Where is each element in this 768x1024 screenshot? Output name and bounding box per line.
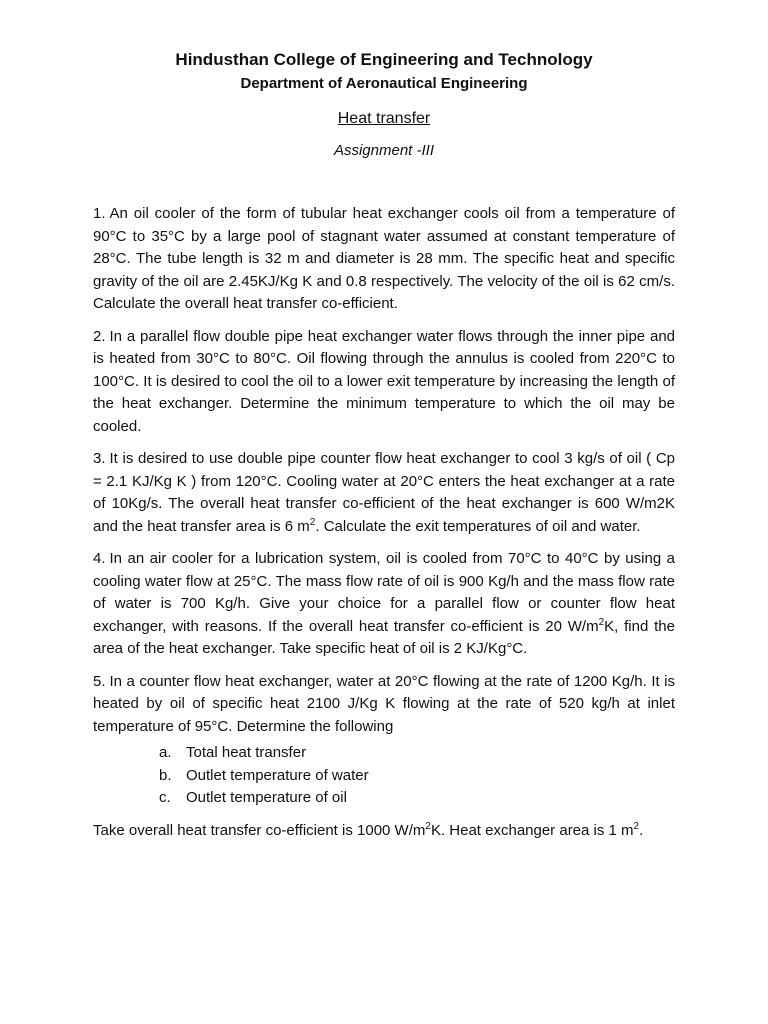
question-2	[93, 326, 675, 439]
sub-item-mark: c.	[159, 789, 171, 806]
sub-item-text: Total heat transfer	[186, 744, 307, 761]
superscript: 2	[309, 516, 316, 528]
closing-text: .	[639, 821, 644, 839]
question-text: An oil cooler of the form of tubular heat exchanger cools oil from a temperature of 90°C to 35°C by a large pool of stagnant water assumed at constant temperature of 28°C. The tube length is 32 m and diameter is 28 mm. The specific heat and specific gravity of the oil are 2.45KJ/Kg K and 0.8 respectively. The velocity of the oil is 62 cm/s. Calculate the overall heat transfer co-efficient.	[93, 205, 675, 312]
sub-item-text: Outlet temperature of water	[186, 766, 369, 784]
sub-item-a	[159, 742, 675, 765]
question-number: 3.	[93, 450, 106, 467]
question-text: In a counter flow heat exchanger, water at 20°C flowing at the rate of 1200 Kg/h. It is heated by oil of specific heat 2100 J/Kg K flowing at the rate of 520 kg/h at inlet temperature of 95°C. Determine the following	[93, 672, 675, 735]
question-1	[93, 203, 675, 316]
superscript: 2	[425, 820, 431, 832]
question-text-cont: . Calculate the exit temperatures of oil and water.	[315, 517, 641, 535]
question-text: It is desired to use double pipe counter flow heat exchanger to cool 3 kg/s of oil ( Cp = 2.1 KJ/Kg K ) from 120°C. Cooling water at 20°C enters the heat exchanger at a rate of 10Kg/s. The overall heat transfer co-efficient of the heat exchanger is 600 W/m2K and the heat transfer area is 6 m	[93, 450, 675, 535]
closing-note	[93, 820, 675, 843]
question-number: 4.	[93, 550, 106, 567]
sub-item-c	[159, 787, 675, 810]
closing-text: Take overall heat transfer co-efficient is 1000 W/m	[93, 821, 426, 839]
sub-item-b	[159, 765, 675, 788]
assignment-title: Assignment -III	[333, 142, 435, 159]
question-5-sub-list	[93, 742, 675, 810]
department-name: Department of Aeronautical Engineering	[240, 75, 528, 92]
sub-item-mark: a.	[159, 744, 172, 761]
sub-item-mark: b.	[159, 766, 172, 784]
question-text-cont: K, find the area of the heat exchanger. Take specific heat of oil is 2 KJ/Kg°C.	[93, 617, 675, 657]
question-text: In a parallel flow double pipe heat exchanger water flows through the inner pipe and is heated from 30°C to 80°C. Oil flowing through the annulus is cooled from 220°C to 100°C. It is desired to cool the oil to a lower exit temperature by increasing the length of the heat exchanger. Determine the minimum temperature to which the oil may be cooled.	[93, 327, 675, 435]
document-header	[0, 48, 768, 162]
question-3	[93, 448, 675, 538]
question-number: 5.	[93, 672, 106, 690]
question-text: In an air cooler for a lubrication system, oil is cooled from 70°C to 40°C by using a cooling water flow at 25°C. The mass flow rate of oil is 900 Kg/h and the mass flow rate of water is 700 Kg/h. Give your choice for a parallel flow or counter flow heat exchanger, with reasons. If the overall heat transfer co-efficient is 20 W/m	[93, 550, 675, 635]
assignment-body	[93, 203, 675, 842]
college-name: Hindusthan College of Engineering and Technology	[175, 50, 593, 69]
superscript: 2	[633, 820, 640, 832]
sub-item-text: Outlet temperature of oil	[186, 789, 347, 806]
question-number: 1.	[93, 205, 106, 222]
question-4	[93, 548, 675, 661]
question-5	[93, 671, 675, 739]
closing-text: K. Heat exchanger area is 1 m	[430, 821, 634, 839]
course-title: Heat transfer	[337, 110, 431, 127]
superscript: 2	[598, 616, 605, 628]
question-number: 2.	[93, 327, 106, 345]
